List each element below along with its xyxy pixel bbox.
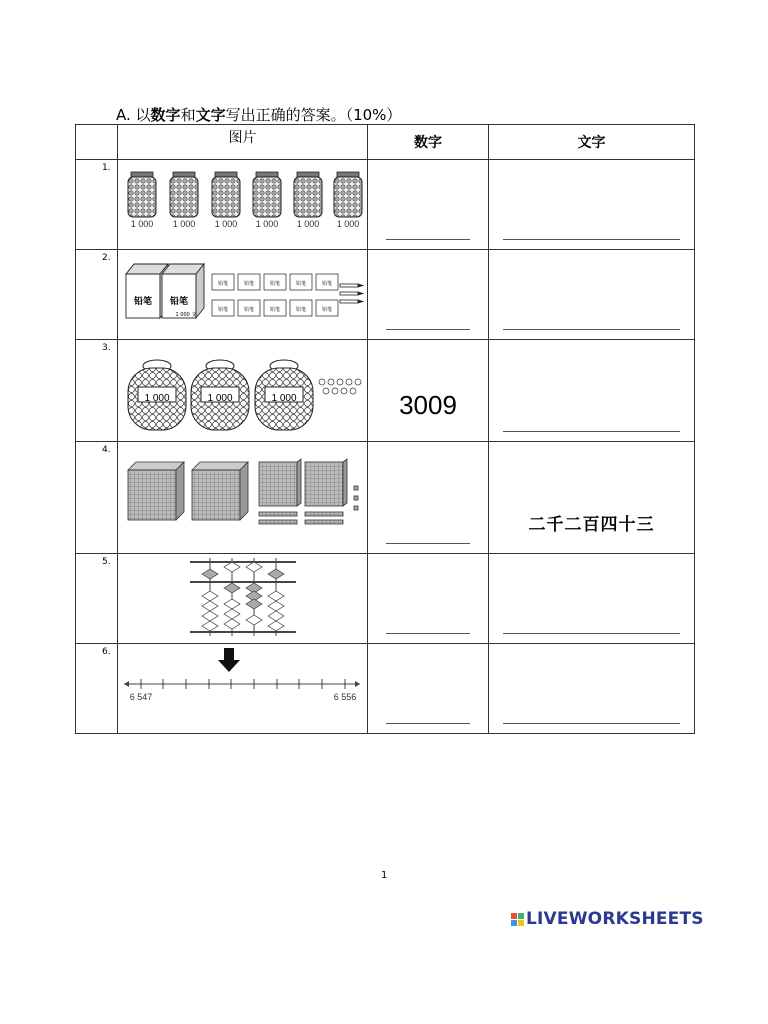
six-jars-image xyxy=(118,160,368,250)
picture-cell-number-line xyxy=(118,644,368,734)
liveworksheets-logo xyxy=(511,909,704,929)
jar-label: 1 000 xyxy=(172,219,196,229)
number-answer-cell[interactable] xyxy=(368,250,489,340)
jar-label: 1 000 xyxy=(255,219,279,229)
jar-label: 1 000 xyxy=(271,393,297,404)
jar-label: 1 000 xyxy=(144,393,170,404)
jar-label: 1 000 xyxy=(130,219,154,229)
number-answer-cell[interactable] xyxy=(368,644,489,734)
svg-text:铅笔: 铅笔 xyxy=(295,281,307,287)
number-answer-cell[interactable] xyxy=(368,160,489,250)
box-caption: 1 000 支 xyxy=(175,312,197,318)
number-answer-cell[interactable] xyxy=(368,442,489,554)
jar-label: 1 000 xyxy=(207,393,233,404)
thousand-cube xyxy=(128,462,184,520)
logo-square xyxy=(511,913,517,919)
number-given-cell xyxy=(368,340,489,442)
row-number: 6. xyxy=(76,644,118,734)
svg-text:铅笔: 铅笔 xyxy=(321,281,333,287)
row-number: 3. xyxy=(76,340,118,442)
worksheet-table xyxy=(75,124,695,734)
svg-text:铅笔: 铅笔 xyxy=(295,307,307,313)
jar-group xyxy=(128,172,362,217)
answer-line[interactable] xyxy=(503,633,680,634)
question-row-5 xyxy=(76,554,695,644)
brand-name: LIVEWORKSHEETS xyxy=(526,909,704,929)
answer-line[interactable] xyxy=(386,543,470,544)
question-row-2 xyxy=(76,250,695,340)
section-heading: A. 以数字和文字写出正确的答案。（10%） xyxy=(116,106,402,124)
loose-beads xyxy=(319,379,361,394)
header-row xyxy=(76,125,695,160)
logo-square xyxy=(518,913,524,919)
logo-squares-icon xyxy=(511,913,524,926)
question-row-4 xyxy=(76,442,695,554)
svg-text:铅笔: 铅笔 xyxy=(321,307,333,313)
header-picture: 图片 xyxy=(118,125,368,160)
answer-line[interactable] xyxy=(503,329,680,330)
answer-line[interactable] xyxy=(503,239,680,240)
picture-cell-bead-jars xyxy=(118,340,368,442)
question-row-1 xyxy=(76,160,695,250)
picture-cell-base-ten-blocks xyxy=(118,442,368,554)
given-number: 3009 xyxy=(399,390,457,420)
text-given-cell xyxy=(489,442,695,554)
svg-text:铅笔: 铅笔 xyxy=(217,281,229,287)
jar-label: 1 000 xyxy=(336,219,360,229)
row-number: 1. xyxy=(76,160,118,250)
thousand-cube xyxy=(192,462,248,520)
logo-square xyxy=(518,920,524,926)
answer-line[interactable] xyxy=(386,329,470,330)
text-answer-cell[interactable] xyxy=(489,340,695,442)
answer-line[interactable] xyxy=(503,431,680,432)
abacus-image xyxy=(118,554,368,644)
header-number: 数字 xyxy=(368,125,489,160)
given-text: 二千二百四十三 xyxy=(528,515,655,535)
picture-cell-abacus xyxy=(118,554,368,644)
question-row-6 xyxy=(76,644,695,734)
picture-cell-pencil-boxes xyxy=(118,250,368,340)
number-line-end: 6 556 xyxy=(333,692,357,702)
answer-line[interactable] xyxy=(386,723,470,724)
row-number: 4. xyxy=(76,442,118,554)
bead-jars-image xyxy=(118,340,368,442)
down-arrow-icon xyxy=(218,648,240,672)
svg-text:铅笔: 铅笔 xyxy=(243,281,255,287)
svg-text:铅笔: 铅笔 xyxy=(243,307,255,313)
row-number: 2. xyxy=(76,250,118,340)
svg-text:铅笔: 铅笔 xyxy=(269,281,281,287)
svg-text:铅笔: 铅笔 xyxy=(217,307,229,313)
number-line-start: 6 547 xyxy=(129,692,153,702)
answer-line[interactable] xyxy=(503,723,680,724)
box-label: 铅笔 xyxy=(169,297,189,307)
hundred-flat xyxy=(259,459,301,506)
page-number: 1 xyxy=(381,870,388,881)
picture-cell-jars xyxy=(118,160,368,250)
answer-line[interactable] xyxy=(386,633,470,634)
jar-label: 1 000 xyxy=(296,219,320,229)
hundred-flat xyxy=(305,459,347,506)
header-text: 文字 xyxy=(489,125,695,160)
text-answer-cell[interactable] xyxy=(489,644,695,734)
text-answer-cell[interactable] xyxy=(489,250,695,340)
question-row-3 xyxy=(76,340,695,442)
text-answer-cell[interactable] xyxy=(489,554,695,644)
row-number: 5. xyxy=(76,554,118,644)
box-label: 铅笔 xyxy=(133,297,153,307)
logo-square xyxy=(511,920,517,926)
svg-text:铅笔: 铅笔 xyxy=(269,307,281,313)
text-answer-cell[interactable] xyxy=(489,160,695,250)
base-ten-blocks-image xyxy=(118,442,368,554)
pencil-boxes-image xyxy=(118,250,368,340)
number-answer-cell[interactable] xyxy=(368,554,489,644)
answer-line[interactable] xyxy=(386,239,470,240)
jar-label: 1 000 xyxy=(214,219,238,229)
number-line-image xyxy=(118,644,368,734)
